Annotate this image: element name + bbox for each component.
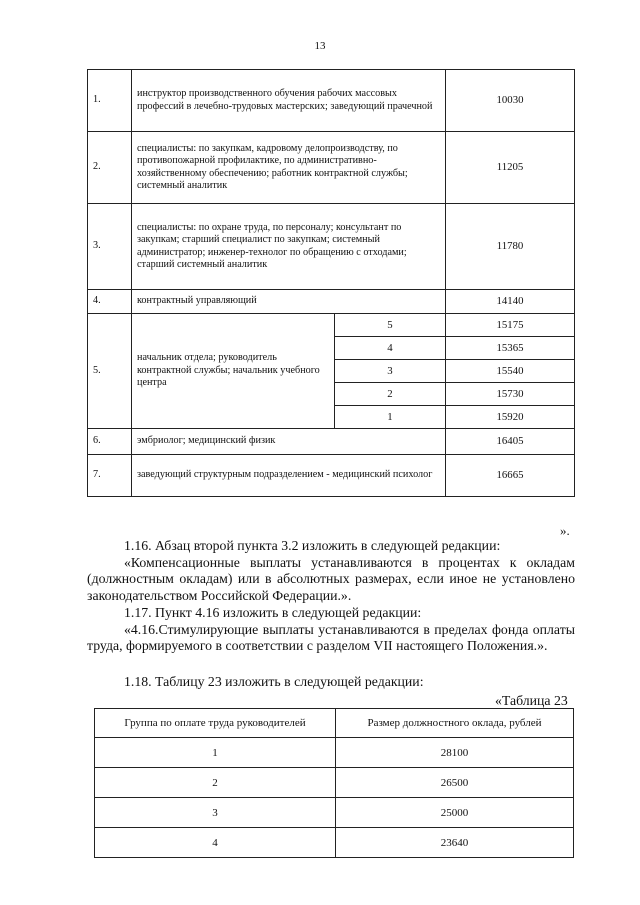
page-number: 13 [314,40,326,52]
salary-cell: 23640 [336,828,574,858]
salary-cell: 25000 [336,798,574,828]
paragraph-1-16: 1.16. Абзац второй пункта 3.2 изложить в следующей редакции: [124,538,501,553]
table-row [88,132,575,204]
row-number: 1. [88,70,132,132]
position-description: инструктор производственного обучения рабочих массовых профессий в лечебно-трудовых мастерских; заведующий прачечной [132,70,446,132]
paragraph-1-17: 1.17. Пункт 4.16 изложить в следующей редакции: [124,605,422,620]
group-cell: 1 [95,738,336,768]
salary-value: 15730 [446,383,575,406]
group-cell: 2 [95,768,336,798]
column-header: Размер должностного оклада, рублей [336,709,574,738]
salary-cell: 26500 [336,768,574,798]
table-header-row [95,709,574,738]
salary-value: 16405 [446,429,575,455]
paragraph-1-17-quote: «4.16.Стимулирующие выплаты устанавливаются в пределах фонда оплаты труда, формируемого в соответствии с разделом VII настоящего Положения.». [87,622,575,654]
row-number: 6. [88,429,132,455]
paragraph-1-18: 1.18. Таблицу 23 изложить в следующей редакции: [124,674,424,689]
group-number: 1 [335,406,446,429]
row-number: 7. [88,455,132,497]
table-row [88,314,575,337]
table-row [88,70,575,132]
salary-value: 15920 [446,406,575,429]
row-number: 3. [88,204,132,290]
table-row [88,455,575,497]
row-number: 4. [88,290,132,314]
position-description: специалисты: по охране труда, по персоналу; консультант по закупкам; старший специалист по закупкам; системный администратор; инженер-технолог по обращению с отходами; старший системный аналитик [132,204,446,290]
row-number: 5. [88,314,132,429]
table-row [95,738,574,768]
paragraph-1-16-quote: «Компенсационные выплаты устанавливаются в процентах к окладам (должностным окладам) или в абсолютных размерах, если иное не установлено законодательством Российской Федерации.». [87,555,575,603]
group-cell: 3 [95,798,336,828]
salary-value: 15540 [446,360,575,383]
table-caption: «Таблица 23 [495,693,568,708]
row-number: 2. [88,132,132,204]
group-number: 4 [335,337,446,360]
group-number: 2 [335,383,446,406]
position-description: специалисты: по закупкам, кадровому делопроизводству, по противопожарной профилактике, по административно-хозяйственному обеспечению; работник контрактной службы; системный аналитик [132,132,446,204]
column-header: Группа по оплате труда руководителей [95,709,336,738]
group-number: 3 [335,360,446,383]
table-row [88,429,575,455]
table-row [95,798,574,828]
position-description: эмбриолог; медицинский физик [132,429,446,455]
salary-value: 11205 [446,132,575,204]
salary-value: 16665 [446,455,575,497]
salary-value: 15175 [446,314,575,337]
group-cell: 4 [95,828,336,858]
salary-value: 14140 [446,290,575,314]
position-description: начальник отдела; руководитель контрактной службы; начальник учебного центра [132,314,335,429]
table-row [95,768,574,798]
salary-value: 10030 [446,70,575,132]
director-salary-table [94,708,574,858]
salary-cell: 28100 [336,738,574,768]
table-row [88,204,575,290]
table-row [88,290,575,314]
closing-quote-mark: ». [560,523,570,538]
salary-value: 11780 [446,204,575,290]
group-number: 5 [335,314,446,337]
salary-value: 15365 [446,337,575,360]
salary-table [87,69,575,497]
position-description: контрактный управляющий [132,290,446,314]
position-description: заведующий структурным подразделением - медицинский психолог [132,455,446,497]
table-row [95,828,574,858]
